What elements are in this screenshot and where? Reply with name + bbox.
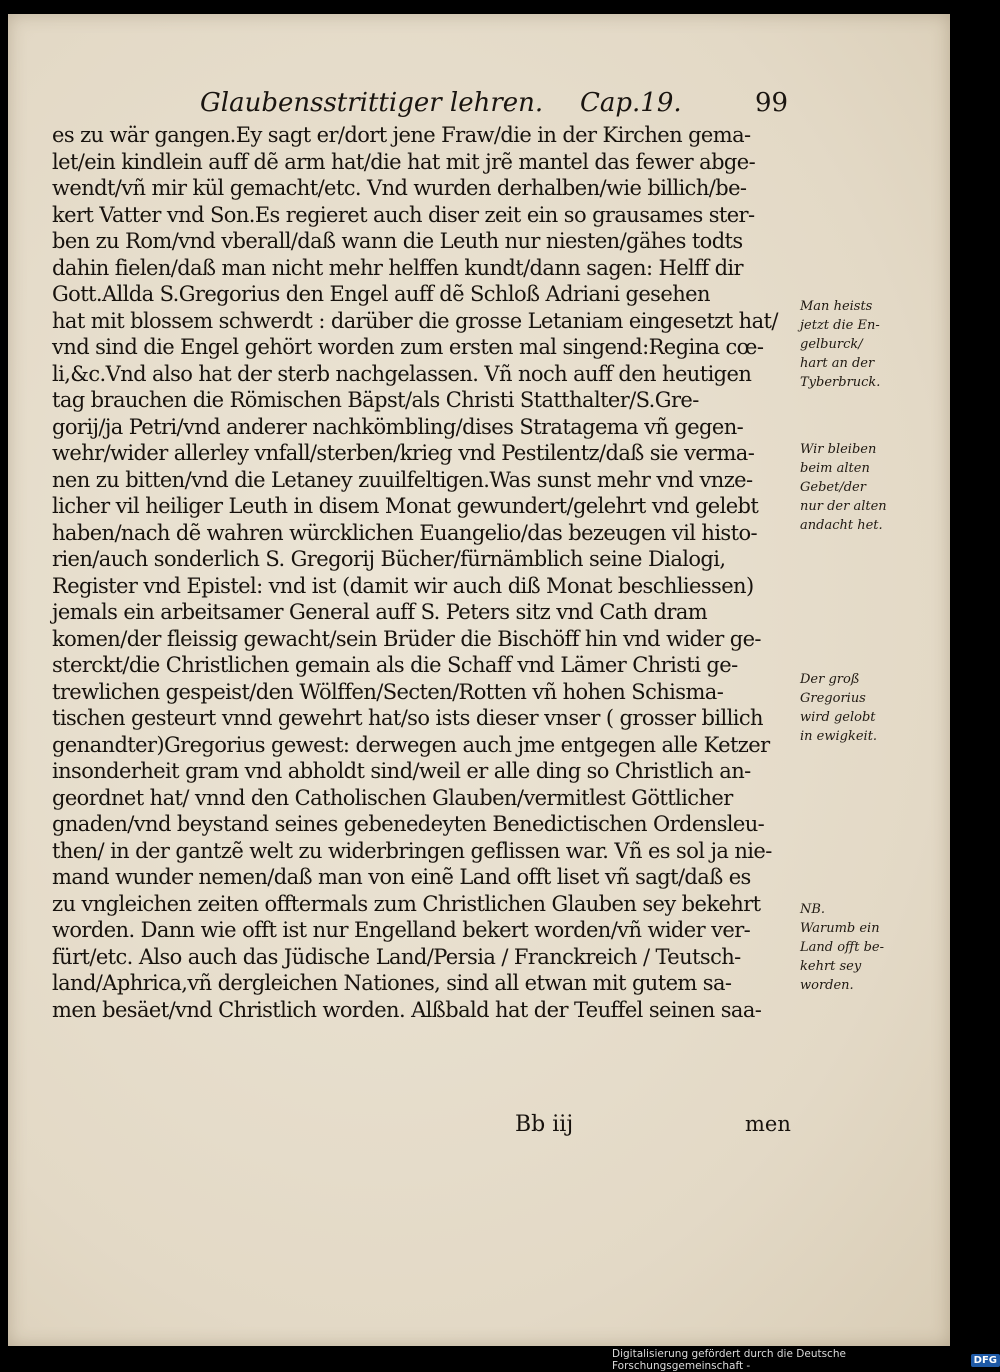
- margin-note-line: gelburck/: [800, 337, 863, 352]
- chapter-label: Cap.19.: [580, 88, 682, 118]
- signature-mark: Bb iij: [515, 1112, 574, 1137]
- margin-note-line: in ewigkeit.: [800, 729, 878, 744]
- margin-note-line: Wir bleiben: [800, 442, 877, 457]
- text-line: insonderheit gram vnd abholdt sind/weil er alle ding so Christlich an-: [52, 759, 751, 783]
- margin-note-line: kehrt sey: [800, 959, 862, 974]
- text-line: let/ein kindlein auff dẽ arm hat/die hat mit jrẽ mantel das fewer abge-: [52, 149, 756, 174]
- margin-note-line: worden.: [800, 978, 854, 993]
- text-line: zu vngleichen zeiten offtermals zum Christlichen Glauben sey bekehrt: [52, 891, 761, 916]
- text-line: tischen gesteurt vnnd gewehrt hat/so ists dieser vnser ( grosser billich: [52, 706, 763, 730]
- text-line: fürt/etc. Also auch das Jüdische Land/Persia / Franckreich / Teutsch-: [52, 944, 741, 969]
- text-line: geordnet hat/ vnnd den Catholischen Glauben/vermitlest Göttlicher: [52, 785, 733, 810]
- text-line: dahin fielen/daß man nicht mehr helffen kundt/dann sagen: Helff dir: [52, 255, 743, 280]
- margin-note-line: hart an der: [800, 356, 875, 371]
- text-line: vnd sind die Engel gehört worden zum ersten mal singend:Regina cœ-: [52, 335, 764, 359]
- text-line: kert Vatter vnd Son.Es regieret auch diser zeit ein so grausames ster-: [52, 202, 755, 227]
- text-line: Gott.Allda S.Gregorius den Engel auff dẽ Schloß Adriani gesehen: [52, 282, 710, 306]
- text-line: Register vnd Epistel: vnd ist (damit wir auch diß Monat beschliessen): [52, 573, 754, 598]
- main-text-block: [52, 122, 797, 1023]
- margin-note-line: Gebet/der: [800, 480, 866, 495]
- margin-note-line: Tyberbruck.: [800, 375, 881, 390]
- text-line: wehr/wider allerley vnfall/sterben/krieg vnd Pestilentz/daß sie verma-: [52, 441, 755, 465]
- running-header: [200, 88, 800, 122]
- margin-note-line: wird gelobt: [800, 710, 876, 725]
- text-line: ben zu Rom/vnd vberall/daß wann die Leuth nur niesten/gähes todts: [52, 229, 743, 253]
- margin-note-line: jetzt die En-: [800, 318, 880, 333]
- text-line: sterckt/die Christlichen gemain als die Schaff vnd Lämer Christi ge-: [52, 653, 738, 677]
- text-line: nen zu bitten/vnd die Letaney zuuilfeltigen.Was sunst mehr vnd vnze-: [52, 467, 753, 492]
- margin-note-line: Land offt be-: [800, 940, 885, 955]
- text-line: worden. Dann wie offt ist nur Engelland bekert worden/vñ wider ver-: [52, 918, 751, 942]
- catchword: men: [745, 1112, 791, 1136]
- margin-note: [800, 297, 930, 392]
- text-line: haben/nach dẽ wahren würcklichen Euangelio/das bezeugen vil histo-: [52, 520, 757, 545]
- margin-note: [800, 440, 930, 535]
- text-line: es zu wär gangen.Ey sagt er/dort jene Fraw/die in der Kirchen gema-: [52, 123, 751, 147]
- margin-note-line: Man heists: [800, 299, 873, 314]
- text-line: trewlichen gespeist/den Wölffen/Secten/Rotten vñ hohen Schisma-: [52, 679, 724, 704]
- text-line: licher vil heiliger Leuth in disem Monat gewundert/gelehrt vnd gelebt: [52, 494, 759, 518]
- margin-note-line: Gregorius: [800, 691, 866, 706]
- text-line: li,&c.Vnd also hat der sterb nachgelassen. Vñ noch auff den heutigen: [52, 361, 752, 386]
- text-line: then/ in der gantzẽ welt zu widerbringen geflissen war. Vñ es sol ja nie-: [52, 838, 772, 863]
- margin-note-line: NB.: [800, 902, 826, 917]
- margin-note-line: nur der alten: [800, 499, 887, 514]
- text-line: komen/der fleissig gewacht/sein Brüder die Bischöff hin vnd wider ge-: [52, 626, 761, 651]
- page-number: 99: [755, 88, 789, 118]
- text-line: gnaden/vnd beystand seines gebenedeyten Benedictischen Ordensleu-: [52, 812, 765, 836]
- text-line: land/Aphrica,vñ dergleichen Nationes, sind all etwan mit gutem sa-: [52, 971, 732, 995]
- text-line: mand wunder nemen/daß man von einẽ Land offt liset vñ sagt/daß es: [52, 865, 751, 889]
- footer-text: Digitalisierung gefördert durch die Deutsche Forschungsgemeinschaft -: [612, 1348, 846, 1372]
- margin-note: [800, 900, 930, 995]
- text-line: tag brauchen die Römischen Bäpst/als Christi Statthalter/S.Gre-: [52, 388, 699, 412]
- margin-note-line: beim alten: [800, 461, 870, 476]
- digitization-footer: [612, 1348, 1000, 1372]
- dfg-logo-icon: DFG: [971, 1354, 1000, 1367]
- text-line: men besäet/vnd Christlich worden. Alßbald hat der Teuffel seinen saa-: [52, 997, 762, 1022]
- margin-note-line: andacht het.: [800, 518, 883, 533]
- margin-note-line: Warumb ein: [800, 921, 880, 936]
- margin-note-line: Der groß: [800, 672, 860, 687]
- text-line: jemals ein arbeitsamer General auff S. Peters sitz vnd Cath dram: [52, 600, 708, 624]
- margin-note: [800, 670, 930, 746]
- text-line: hat mit blossem schwerdt : darüber die grosse Letaniam eingesetzt hat/: [52, 308, 778, 333]
- text-line: genandter)Gregorius gewest: derwegen auch jme entgegen alle Ketzer: [52, 732, 770, 757]
- text-line: wendt/vñ mir kül gemacht/etc. Vnd wurden derhalben/wie billich/be-: [52, 176, 747, 200]
- text-line: rien/auch sonderlich S. Gregorij Bücher/fürnämblich seine Dialogi,: [52, 547, 726, 571]
- running-title: Glaubensstrittiger lehren.: [200, 88, 544, 118]
- text-line: gorij/ja Petri/vnd anderer nachkömbling/dises Stratagema vñ gegen-: [52, 414, 744, 439]
